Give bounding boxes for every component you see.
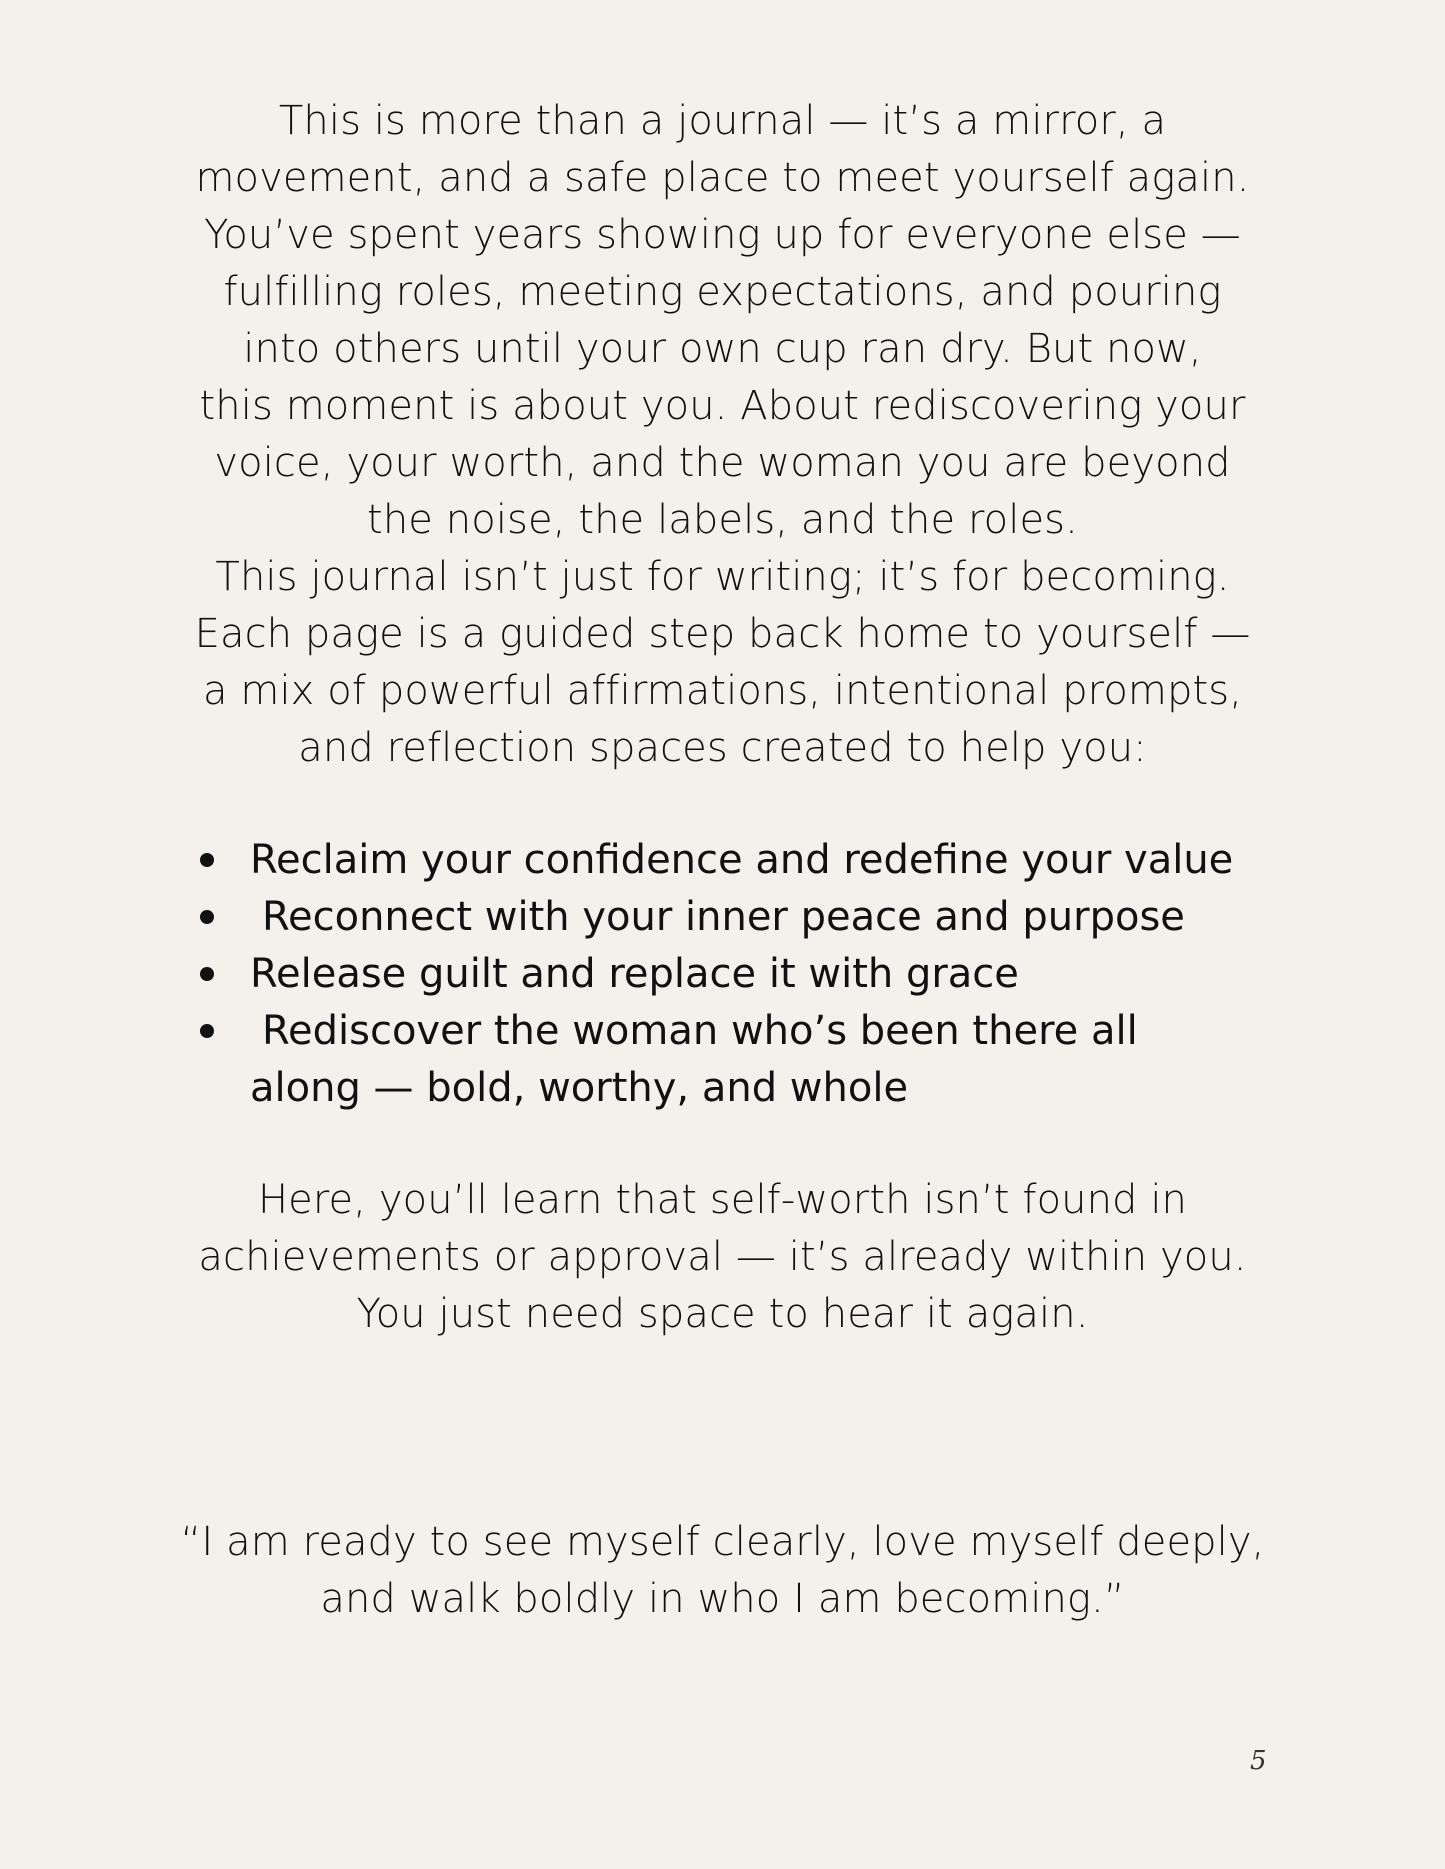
bullet-icon — [200, 1024, 214, 1038]
list-item-text: Reclaim your confidence and redefine your value — [250, 837, 1234, 883]
intro-line: movement, and a safe place to meet yourself again. — [195, 155, 1250, 201]
list-item — [200, 889, 1280, 946]
intro-line: This journal isn’t just for writing; it’s for becoming. — [215, 554, 1230, 600]
closing-line: You just need space to hear it again. — [356, 1291, 1089, 1337]
intro-line: into others until your own cup ran dry. But now, — [243, 326, 1202, 372]
intro-line: a mix of powerful affirmations, intentional prompts, — [202, 668, 1243, 714]
list-item — [200, 1003, 1280, 1060]
intro-line: and reflection spaces created to help you: — [298, 725, 1147, 771]
intro-line: You’ve spent years showing up for everyone else — — [204, 212, 1241, 258]
list-item-text: Release guilt and replace it with grace — [250, 951, 1019, 997]
bullet-icon — [200, 853, 214, 867]
intro-line: this moment is about you. About rediscovering your — [199, 383, 1246, 429]
list-item-text: Reconnect with your inner peace and purpose — [262, 894, 1185, 940]
bullet-icon — [200, 967, 214, 981]
list-item-text: Rediscover the woman who’s been there all — [262, 1008, 1138, 1054]
closing-line: Here, you’ll learn that self-worth isn’t found in — [257, 1177, 1188, 1223]
bullet-icon — [200, 910, 214, 924]
affirmation-line: “I am ready to see myself clearly, love myself deeply, — [180, 1519, 1265, 1565]
intro-line: This is more than a journal — it’s a mirror, a — [278, 98, 1167, 144]
intro-line: voice, your worth, and the woman you are beyond — [214, 440, 1231, 486]
intro-line: Each page is a guided step back home to yourself — — [194, 611, 1251, 657]
intro-line: fulfilling roles, meeting expectations, and pouring — [223, 269, 1222, 315]
list-item-continuation: along — bold, worthy, and whole — [250, 1065, 909, 1111]
affirmation-line: and walk boldly in who I am becoming.” — [320, 1576, 1125, 1622]
intro-line: the noise, the labels, and the roles. — [367, 497, 1078, 543]
list-item — [200, 832, 1280, 889]
list-item — [200, 946, 1280, 1003]
closing-line: achievements or approval — it’s already within you. — [198, 1234, 1247, 1280]
page-number: 5 — [1250, 1746, 1267, 1776]
